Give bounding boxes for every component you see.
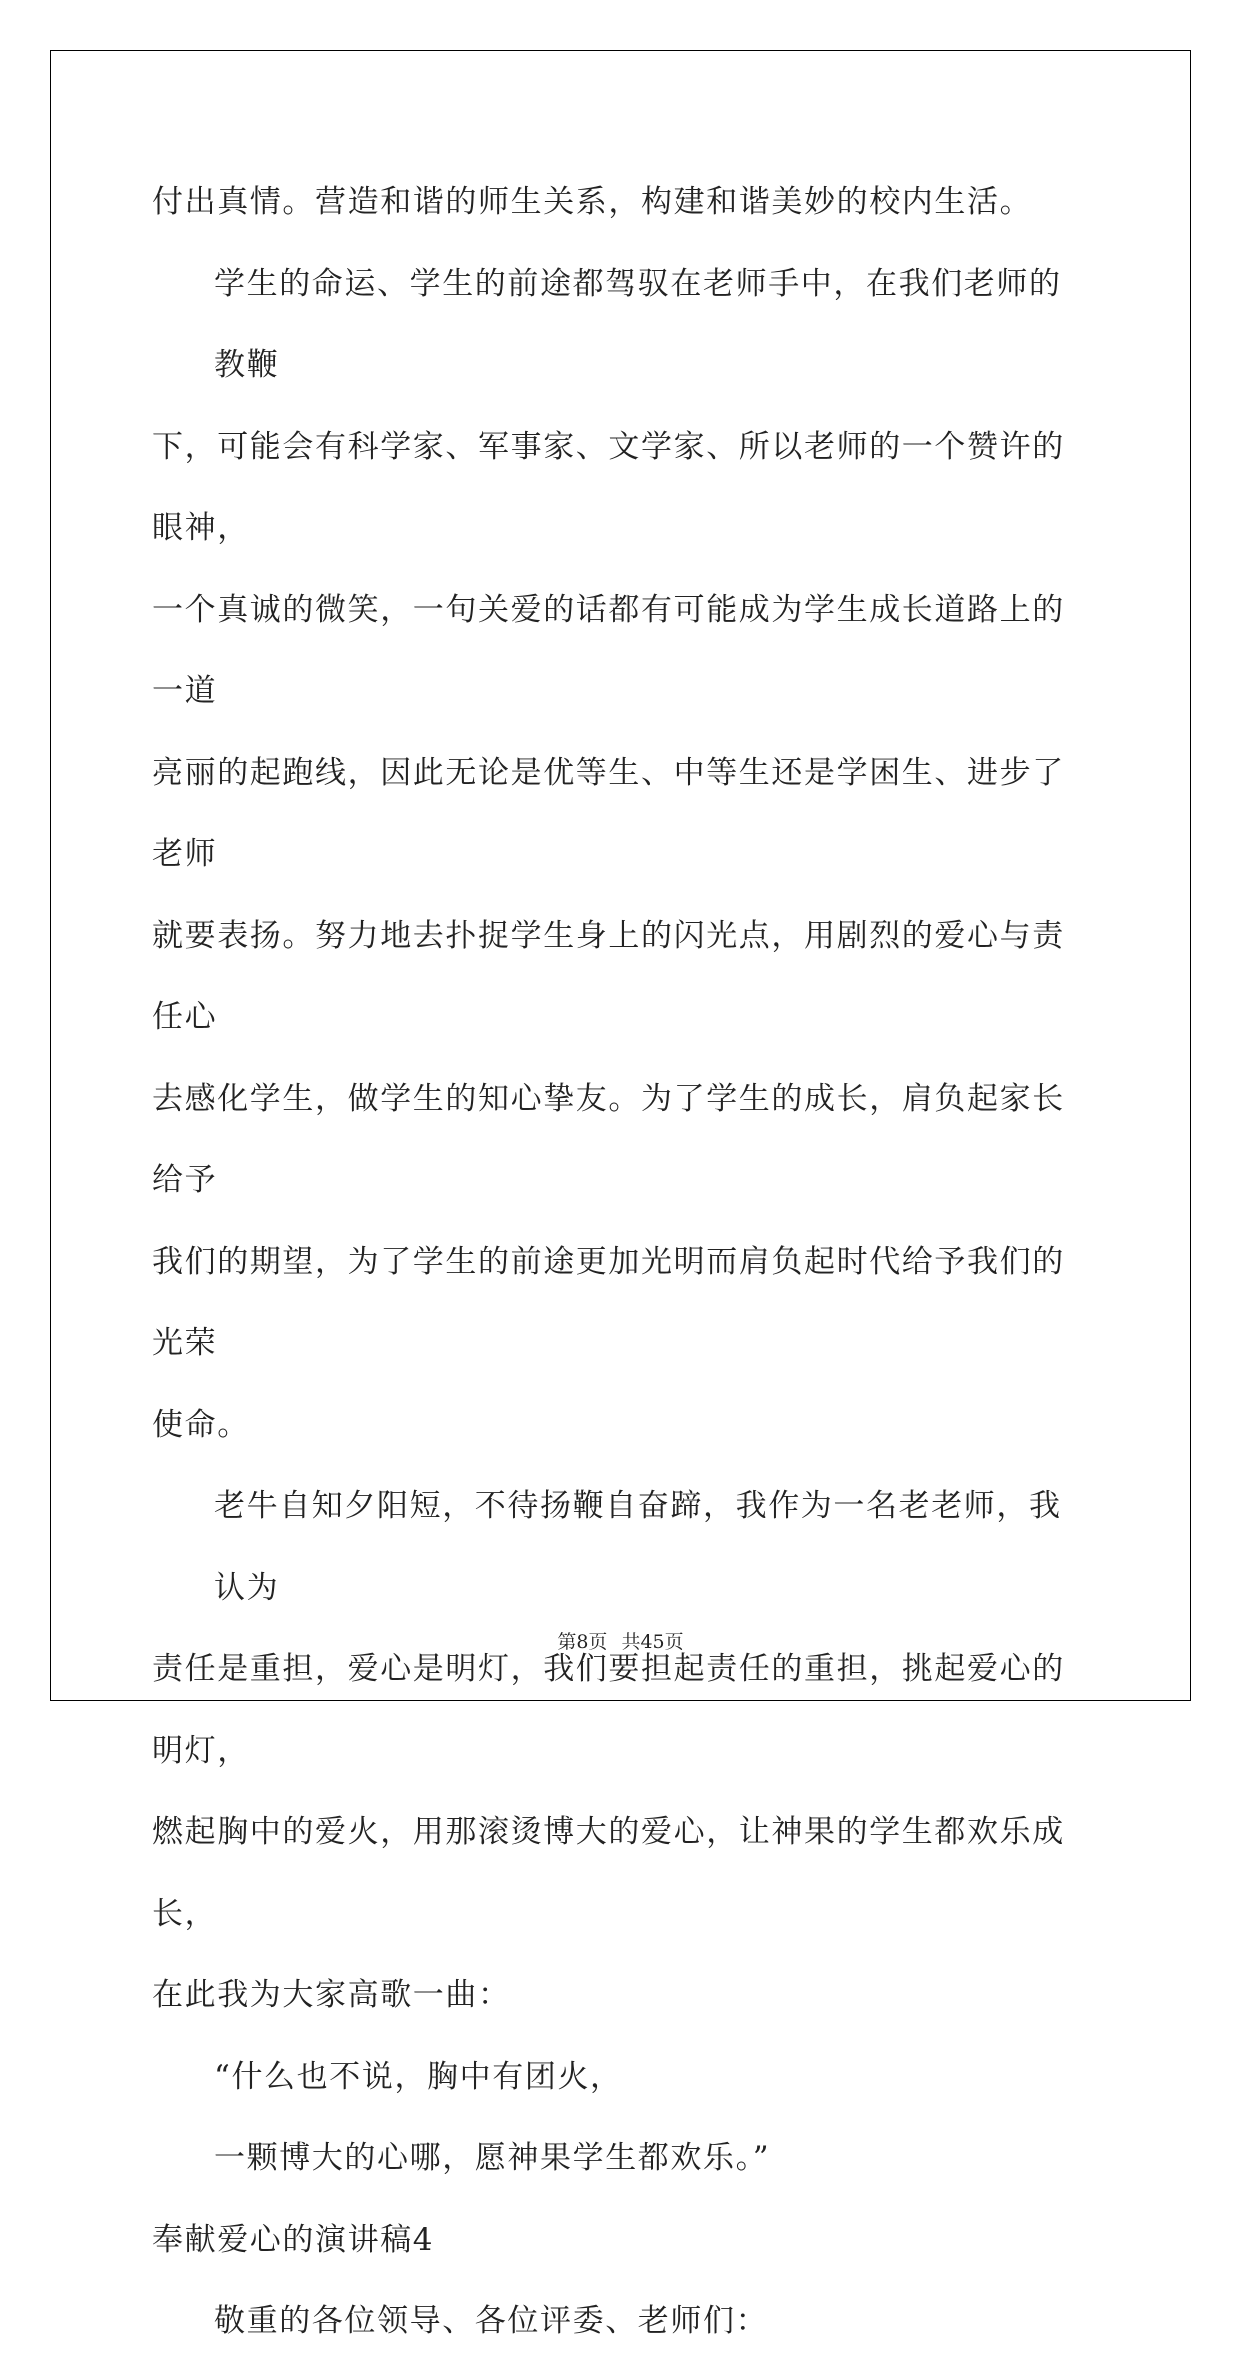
section-heading: 奉献爱心的演讲稿4 bbox=[152, 2221, 435, 2258]
text-line: 亮丽的起跑线，因此无论是优等生、中等生还是学困生、进步了老师 bbox=[152, 754, 1065, 872]
text-line: 去感化学生，做学生的知心挚友。为了学生的成长，肩负起家长给予 bbox=[152, 1080, 1065, 1198]
text-line: 下，可能会有科学家、军事家、文学家、所以老师的一个赞许的眼神， bbox=[152, 428, 1065, 546]
text-line: 我们的期望，为了学生的前途更加光明而肩负起时代给予我们的光荣 bbox=[152, 1243, 1065, 1361]
page-footer bbox=[0, 1627, 1241, 1654]
text-line: “什么也不说，胸中有团火， bbox=[214, 2058, 623, 2095]
text-line: 一颗博大的心哪，愿神果学生都欢乐。” bbox=[214, 2140, 771, 2176]
text-line: 学生的命运、学生的前途都驾驭在老师手中，在我们老师的教鞭 bbox=[214, 265, 1062, 383]
text-line: 敬重的各位领导、各位评委、老师们： bbox=[214, 2303, 769, 2339]
page-number: 第8页 bbox=[557, 1631, 608, 1653]
text-line: 燃起胸中的爱火，用那滚烫博大的爱心，让神果的学生都欢乐成长， bbox=[152, 1814, 1065, 1932]
text-line: 一个真诚的微笑，一句关爱的话都有可能成为学生成长道路上的一道 bbox=[152, 591, 1065, 709]
text-line: 付出真情。营造和谐的师生关系，构建和谐美妙的校内生活。 bbox=[152, 184, 1033, 220]
text-line: 责任是重担，爱心是明灯，我们要担起责任的重担，挑起爱心的明灯， bbox=[152, 1651, 1065, 1769]
document-body bbox=[152, 162, 1092, 2363]
text-line: 在此我为大家高歌一曲： bbox=[152, 1977, 511, 2013]
page-total: 共45页 bbox=[621, 1631, 684, 1653]
text-line: 老牛自知夕阳短，不待扬鞭自奋蹄，我作为一名老老师，我认为 bbox=[214, 1488, 1062, 1606]
text-line: 就要表扬。努力地去扑捉学生身上的闪光点，用剧烈的爱心与责任心 bbox=[152, 917, 1065, 1035]
text-line: 使命。 bbox=[152, 1406, 250, 1443]
